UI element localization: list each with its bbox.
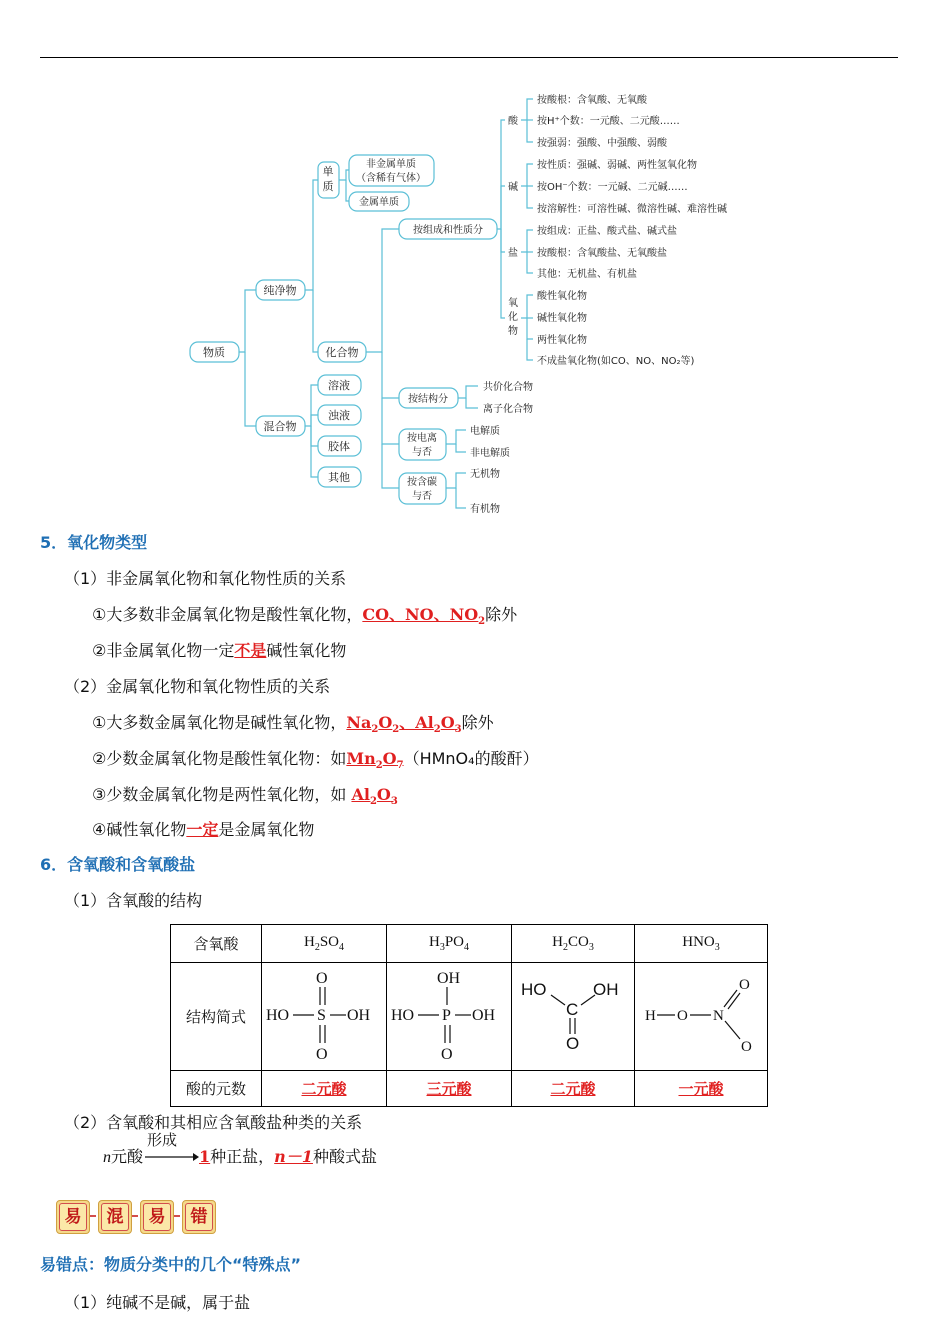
- basicity-h2so4: 二元酸: [262, 1071, 387, 1107]
- table-hno3: $HNO_3$: [635, 925, 768, 963]
- table-basicity-label: 酸的元数: [171, 1071, 262, 1107]
- elec-item-1: 电解质: [470, 426, 500, 437]
- h2co3-structure-svg: [513, 965, 633, 1065]
- h3po4-structure-svg: [389, 965, 509, 1065]
- by-electrolysis-line1: 按电离: [407, 433, 437, 444]
- element-node-char1: 单: [322, 165, 334, 178]
- salt-item-3: 其他：无机盐、有机盐: [537, 269, 637, 280]
- compound-node: 化合物: [325, 346, 359, 359]
- s5-point-1: （1）非金属氧化物和氧化物性质的关系: [64, 569, 347, 588]
- carbon-item-2: 有机物: [470, 504, 500, 515]
- oxide-item-1: 酸性氧化物: [537, 291, 587, 302]
- svg-text:O: O: [316, 969, 328, 987]
- hno3-structure: [635, 963, 768, 1071]
- svg-text:HO: HO: [521, 979, 547, 999]
- table-structure-label: 结构简式: [171, 963, 262, 1071]
- table-structure-row: [171, 963, 768, 1071]
- h2so4-structure: [262, 963, 387, 1071]
- svg-text:O: O: [741, 1038, 752, 1055]
- nonmetal-node-line2: （含稀有气体）: [356, 173, 426, 184]
- oxide-label-char3: 物: [508, 326, 518, 337]
- badge-connector-3: [174, 1215, 180, 1217]
- svg-text:O: O: [677, 1007, 688, 1024]
- basicity-h2co3: 二元酸: [512, 1071, 635, 1107]
- basicity-hno3: 一元酸: [635, 1071, 768, 1107]
- svg-text:N: N: [713, 1007, 724, 1024]
- struct-item-1: 共价化合物: [483, 382, 533, 393]
- s5-point-1a: ①大多数非金属氧化物是酸性氧化物，CO、NO、$NO_2$除外: [92, 605, 518, 628]
- element-node-char2: 质: [322, 180, 334, 193]
- base-item-3: 按溶解性：可溶性碱、微溶性碱、难溶性碱: [537, 204, 727, 215]
- badge-connector-2: [132, 1215, 138, 1217]
- by-structure-node: 按结构分: [408, 394, 448, 405]
- h2co3-structure: [512, 963, 635, 1071]
- svg-text:O: O: [316, 1045, 328, 1063]
- s5-point-1b: ②非金属氧化物一定不是碱性氧化物: [92, 641, 347, 660]
- hno3-structure-svg: [637, 965, 765, 1065]
- base-label: 碱: [508, 182, 518, 193]
- s6-point-2: （2）含氧酸和其相应含氧酸盐种类的关系: [64, 1113, 363, 1132]
- table-basicity-row: [171, 1071, 768, 1107]
- base-item-1: 按性质：强碱、弱碱、两性氢氧化物: [537, 160, 697, 171]
- salt-item-1: 按组成：正盐、酸式盐、碱式盐: [537, 226, 677, 237]
- acid-item-3: 按强弱：强酸、中强酸、弱酸: [537, 138, 667, 149]
- acid-item-1: 按酸根：含氧酸、无氧酸: [537, 95, 647, 106]
- by-composition-node: 按组成和性质分: [413, 225, 483, 236]
- oxide-label-char1: 氧: [508, 298, 518, 309]
- svg-text:O: O: [441, 1045, 453, 1063]
- svg-text:OH: OH: [593, 979, 619, 999]
- s5-point-2b: ②少数金属氧化物是酸性氧化物：如$Mn_2O_7(HMnO_4$的酸酐）: [92, 749, 539, 772]
- basicity-h3po4: 三元酸: [387, 1071, 512, 1107]
- table-header-row: [171, 925, 768, 963]
- svg-text:OH: OH: [472, 1006, 496, 1024]
- carbon-item-1: 无机物: [470, 469, 500, 480]
- acid-item-2: 按H⁺个数：一元酸、二元酸……: [537, 116, 680, 127]
- by-carbon-line2: 与否: [412, 491, 432, 502]
- classification-mindmap: [0, 0, 950, 520]
- svg-text:OH: OH: [437, 969, 461, 987]
- svg-text:HO: HO: [266, 1006, 290, 1024]
- error-point-1: （1）纯碱不是碱，属于盐: [64, 1293, 251, 1312]
- section-6-title: 6．含氧酸和含氧酸盐: [40, 855, 196, 874]
- svg-text:C: C: [566, 999, 579, 1019]
- base-item-2: 按OH⁻个数：一元碱、二元碱……: [537, 182, 688, 193]
- nonmetal-node-line1: 非金属单质: [366, 159, 416, 170]
- svg-text:O: O: [566, 1033, 580, 1053]
- svg-text:O: O: [739, 976, 750, 993]
- struct-item-2: 离子化合物: [483, 404, 533, 415]
- svg-text:OH: OH: [347, 1006, 371, 1024]
- metal-node: 金属单质: [359, 197, 399, 208]
- oxide-item-4: 不成盐氧化物(如CO、NO、NO₂等): [537, 356, 695, 367]
- table-h2so4: $H_2SO_4$: [262, 925, 387, 963]
- pure-node: 纯净物: [263, 284, 297, 297]
- h2so4-structure-svg: [264, 965, 384, 1065]
- s5-point-2a: ①大多数金属氧化物是碱性氧化物，$Na_2O_2$、$Al_2O_3$除外: [92, 713, 494, 736]
- svg-text:S: S: [317, 1006, 326, 1024]
- badge-hun: 混: [98, 1200, 132, 1234]
- badge-connector-1: [90, 1215, 96, 1217]
- table-h2co3: $H_2CO_3$: [512, 925, 635, 963]
- mix-suspension: 浊液: [328, 409, 350, 422]
- svg-text:HO: HO: [391, 1006, 415, 1024]
- badge-cuo: 错: [182, 1200, 216, 1234]
- salt-item-2: 按酸根：含氧酸盐、无氧酸盐: [537, 248, 667, 259]
- mixture-node: 混合物: [263, 420, 297, 433]
- mix-colloid: 胶体: [328, 440, 350, 453]
- section-5-title: 5．氧化物类型: [40, 533, 148, 552]
- s6-point-1: （1）含氧酸的结构: [64, 891, 203, 910]
- error-section-title: 易错点：物质分类中的几个“特殊点”: [40, 1255, 302, 1274]
- table-header-label: 含氧酸: [171, 925, 262, 963]
- by-carbon-line1: 按含碳: [407, 477, 437, 488]
- salt-relation: n元酸 形成 1种正盐，n－1种酸式盐: [103, 1131, 377, 1166]
- badge-yi-1: 易: [56, 1200, 90, 1234]
- mix-solution: 溶液: [328, 379, 350, 392]
- oxide-item-2: 碱性氧化物: [537, 313, 587, 324]
- s5-point-2d: ④碱性氧化物一定是金属氧化物: [92, 820, 315, 839]
- svg-text:H: H: [645, 1007, 656, 1024]
- oxide-label-char2: 化: [508, 312, 518, 323]
- by-electrolysis-line2: 与否: [412, 447, 432, 458]
- s5-point-2c: ③少数金属氧化物是两性氧化物，如 $Al_2O_3$: [92, 785, 398, 808]
- s5-point-2: （2）金属氧化物和氧化物性质的关系: [64, 677, 331, 696]
- mix-other: 其他: [328, 471, 350, 484]
- elec-item-2: 非电解质: [470, 448, 510, 459]
- table-h3po4: $H_3PO_4$: [387, 925, 512, 963]
- h3po4-structure: [387, 963, 512, 1071]
- svg-text:P: P: [442, 1006, 451, 1024]
- form-arrow: 形成: [143, 1147, 199, 1167]
- root-node: 物质: [203, 346, 225, 359]
- acid-label: 酸: [508, 116, 518, 127]
- oxide-item-3: 两性氧化物: [537, 335, 587, 346]
- salt-label: 盐: [508, 248, 518, 259]
- badge-yi-2: 易: [140, 1200, 174, 1234]
- oxyacid-table: [170, 924, 768, 1107]
